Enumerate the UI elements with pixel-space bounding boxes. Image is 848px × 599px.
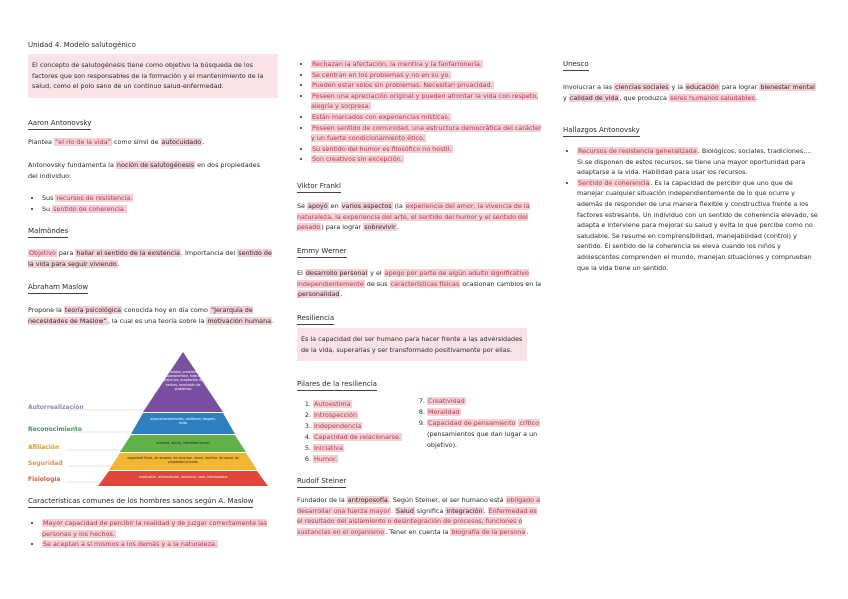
pyramid-label: Fisiología: [28, 476, 61, 483]
pyramid-label: Seguridad: [28, 460, 63, 467]
resiliencia-heading: Resiliencia: [297, 313, 334, 325]
resiliencia-box: [297, 328, 527, 361]
frankl-text: Se apoyó en varios aspectos (la experiencia del amor, la vivencia de la naturaleza, la experiencia del arte, el sentido del humor y el sentido del pesado) para lograr sobrevivir.: [297, 202, 530, 232]
maslow-text: Propone la teoría psicológica conocida hoy en día como “Jerarquía de necesidades de Maslow”, la cual es una teoría sobre la motivación humana.: [28, 306, 275, 325]
frankl-heading: Viktor Frankl: [297, 181, 341, 193]
list-item: 5. Iniciativa: [313, 443, 423, 454]
list-item: 6. Humor.: [313, 454, 423, 465]
list-item: • Están marcados con experiencias místicas.: [311, 112, 547, 123]
intro-box: [28, 54, 278, 98]
pyramid-text: autorreconocimiento, confianza, respeto, éxito: [150, 417, 216, 426]
maslow-pyramid: [28, 346, 278, 488]
hallazgos-bullets: [563, 146, 819, 273]
pyramid-label: Autorrealización: [28, 404, 84, 411]
characteristics-bullets: [28, 518, 278, 550]
pilares-heading: Pilares de la resiliencia: [297, 379, 377, 391]
intro-text: El concepto de salutogénesis tiene como objetivo la búsqueda de los factores que son responsables de la formación y el mantenimiento de la salud, como el polo sano de un continuo salud-enfermedad.: [32, 61, 264, 91]
steiner-text: Fundador de la antroposofía. Según Steiner, el ser humano está obligado a desarrollar una fuerza mayor. Salud significa integración. Enfermedad es el resultado del aislamiento o desintegración de procesos, funciones o sustancias en el organismo. Tener en cuenta la biografía de la persona.: [297, 496, 541, 536]
list-item: 1. Autoestima: [313, 399, 423, 410]
list-item: 8. Moralidad: [427, 407, 559, 418]
unit-title: Unidad 4. Modelo salutogénico: [28, 41, 136, 49]
pyramid-text: moralidad, creatividad, espontaneidad, falta de prejuicios, aceptación de hechos, resolución de problemas: [163, 370, 203, 391]
resiliencia-definition: Es la capacidad del ser humano para hacer frente a las adversidades de la vida, superarlas y ser transformado positivamente por ellas.: [301, 335, 523, 354]
werner-text: El desarrollo personal y el apego por parte de algún adulto significativo independientemente de sus características físicas ocasionan cambios en la personalidad.: [297, 269, 542, 299]
pyramid-text: respiración, alimentación, descanso, sexo, homeostasis: [138, 475, 228, 479]
pyramid-text: amistad, afecto, intimidad sexual: [156, 441, 210, 445]
antonovsky-p1: Plantea “el río de la vida” como símil de autocuidado.: [28, 138, 205, 146]
list-item: 7. Creatividad: [427, 396, 559, 407]
pilares-list-right: [411, 396, 559, 451]
list-item: • Rechazan la afectación, la mentira y la fanfarronería.: [311, 59, 547, 70]
list-item: • Se centran en los problemas y no en su yo.: [311, 70, 547, 81]
maslow-heading: Abraham Maslow: [28, 282, 88, 294]
list-item: • Se aceptan a sí mismos a los demás y a la naturaleza.: [42, 539, 278, 550]
pyramid-text: seguridad física, de empleo, de recursos, moral, familiar, de salud, de propiedad privada: [127, 456, 239, 465]
list-item: • Mayor capacidad de percibir la realidad y de juzgar correctamente las personas y los hechos.: [42, 518, 278, 539]
list-item: • Poseen sentido de comunidad, una estructura democrática del carácter y un fuerte condicionamiento ético.: [311, 123, 547, 144]
list-item: • Su sentido del humor es filosófico no hostil.: [311, 144, 547, 155]
hallazgos-heading: Hallazgos Antonovsky: [563, 125, 640, 137]
list-item: • Sus recursos de resistencia.: [42, 193, 133, 204]
malmondes-text: Objetivo para hallar el sentido de la existencia. Importancia del sentido de la vida para seguir viviendo.: [28, 249, 272, 268]
pyramid-label: Reconocimiento: [28, 426, 83, 433]
list-item: • Recursos de resistencia generalizada. Biológicos, sociales, tradiciones…. Si se disponen de estos recursos, se tiene una mayor oportunidad para adaptarse a la vida. Habilidad para usar los recursos.: [577, 146, 819, 178]
steiner-heading: Rudolf Steiner: [297, 476, 346, 488]
list-item: 3. Independencia: [313, 421, 423, 432]
werner-heading: Emmy Werner: [297, 246, 347, 258]
list-item: • Pueden estar solos sin problemas. Necesitan privacidad.: [311, 80, 547, 91]
characteristics-heading: Características comunes de los hombres sanos según A. Maslow: [28, 496, 253, 508]
antonovsky-heading: Aaron Antonovsky: [28, 118, 91, 130]
list-item: • Poseen una apreciación original y pueden afrontar la vida con respeto, alegría y sorpresa.: [311, 91, 547, 112]
unesco-text: Involucrar a las ciencias sociales y la educación para lograr bienestar mental y calidad de vida, que produzca seres humanos saludables.: [563, 83, 815, 102]
unesco-heading: Unesco: [563, 59, 589, 71]
malmondes-heading: Malmöndes: [28, 226, 68, 238]
antonovsky-bullets: [28, 193, 133, 214]
pilares-list-left: [297, 399, 423, 465]
list-item: 9. Capacidad de pensamiento crítico (pensamientos que dan lugar a un objetivo).: [427, 418, 559, 451]
list-item: • Sentido de coherencia. Es la capacidad de percibir que uno que de manejar cualquier situación independientemente de lo que ocurre y además de responder de una manera flexible y constructiva frente a los factores estresante. Un individuo con un sentido de coherencia elevado, se adapta e interviene para mejorar su salud y evita lo que percibe como no saludable. Se resume en comprensibilidad, manejabilidad (control) y sentido. El sentido de la coherencia se eleva cuando los niños y adolescentes comprenden el mundo, manejan situaciones y comprueban que la vida tiene un sentido.: [577, 178, 819, 273]
maslow-traits-bullets: [297, 59, 547, 165]
antonovsky-p2: Antonovsky fundamenta la noción de salutogénesis en dos propiedades del individuo:: [28, 161, 260, 180]
list-item: 4. Capacidad de relacionarse.: [313, 432, 423, 443]
pyramid-label: Afiliación: [28, 444, 60, 451]
list-item: • Son creativos sin excepción.: [311, 154, 547, 165]
list-item: • Su sentido de coherencia.: [42, 204, 133, 215]
list-item: 2. Introspección: [313, 410, 423, 421]
